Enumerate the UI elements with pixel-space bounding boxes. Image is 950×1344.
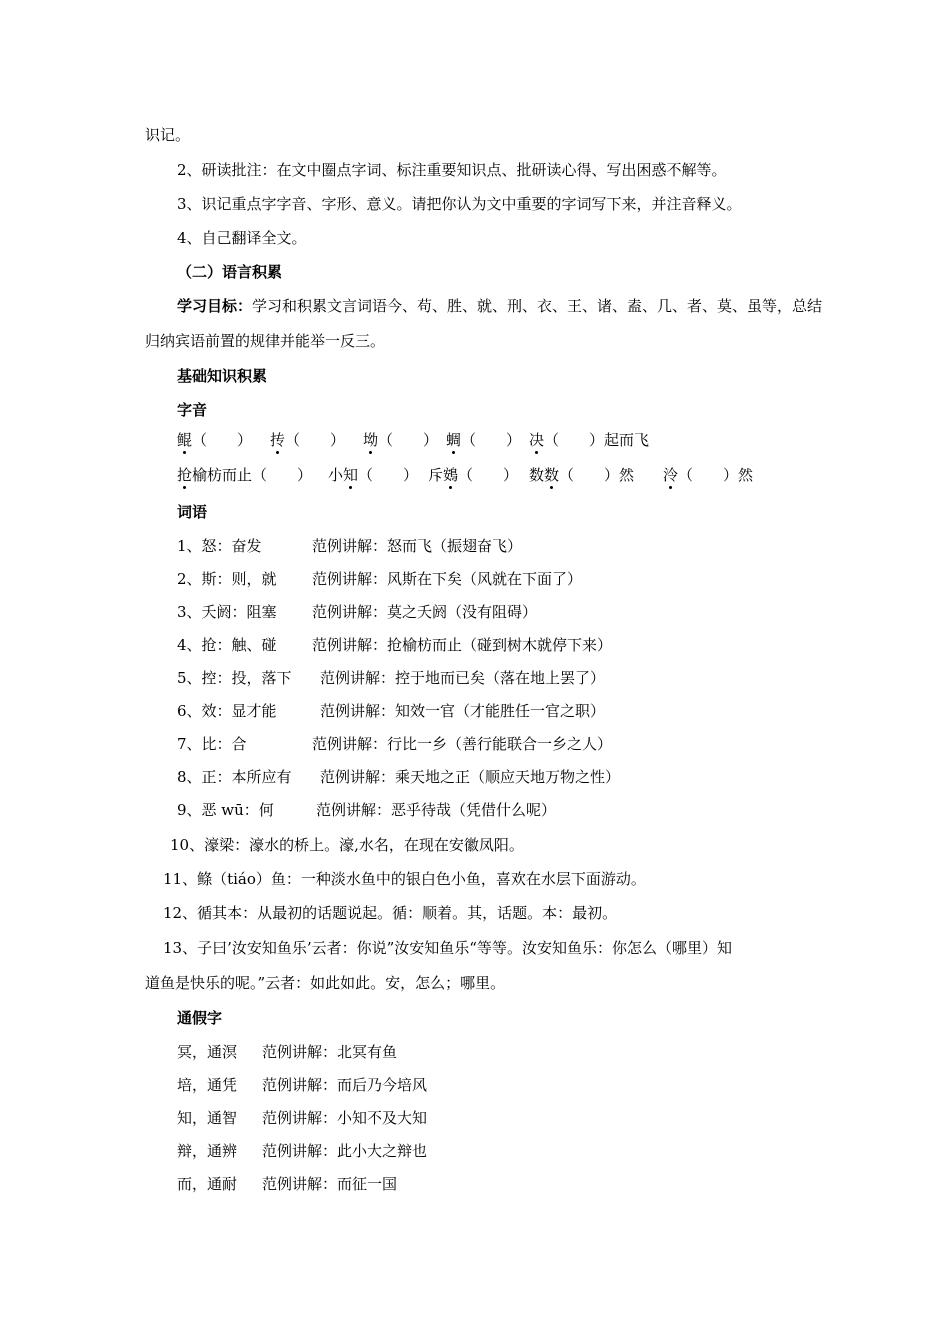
pron-item: 泠（ ）然 [663,466,754,484]
basics-title: 基础知识积累 [177,367,268,385]
pron-item: 决（ ）起而飞 [529,431,650,449]
pron-item: 抟（ ） [270,431,346,449]
vocab-example: 范例讲解：控于地而已矣（落在地上罢了） [320,669,606,687]
tongjia-title: 通假字 [177,1009,223,1027]
vocab-example: 范例讲解：行比一乡（善行能联合一乡之人） [312,735,613,753]
tongjia-item: 知，通智 [177,1109,238,1127]
vocab-item: 7、比：合 [177,735,247,753]
pron-item: 蜩（ ） [446,431,522,449]
vocab-example: 范例讲解：莫之夭阏（没有阻碍） [312,603,538,621]
vocab-example: 范例讲解：乘天地之正（顺应天地万物之性） [320,768,621,786]
vocab-note-13-line-2: 道鱼是快乐的呢。”云者：如此如此。安，怎么；哪里。 [145,974,506,992]
pron-item: 鲲（ ） [177,431,253,449]
vocab-item: 5、控：投，落下 [177,669,292,687]
pronunciation-row-2 [177,465,777,491]
tongjia-item: 冥，通溟 [177,1043,238,1061]
text-fragment: 识记。 [145,126,191,144]
vocab-note-11: 11、鲦（tiáo）鱼：一种淡水鱼中的银白色小鱼，喜欢在水层下面游动。 [163,870,646,888]
vocab-item: 1、怒：奋发 [177,537,262,555]
tongjia-example: 范例讲解：北冥有鱼 [262,1043,398,1061]
tongjia-example: 范例讲解：而后乃今培风 [262,1076,428,1094]
vocab-example: 范例讲解：抢榆枋而止（碰到树木就停下来） [312,636,613,654]
vocab-item: 4、抢：触、碰 [177,636,277,654]
pron-item: 斥鴳（ ） [428,466,519,484]
tongjia-example: 范例讲解：此小大之辩也 [262,1142,428,1160]
pron-item: 抢榆枋而止（ ） [177,466,313,484]
vocab-title: 词语 [177,503,208,521]
pron-item: 坳（ ） [363,431,439,449]
vocab-note-12: 12、循其本：从最初的话题说起。循：顺着。其，话题。本：最初。 [163,904,618,922]
tongjia-item: 辩，通辨 [177,1142,238,1160]
objective-line-2: 归纳宾语前置的规律并能举一反三。 [145,332,386,350]
pron-item: 数数（ ）然 [529,466,635,484]
step-4: 4、自己翻译全文。 [177,229,307,247]
vocab-example: 范例讲解：恶乎待哉（凭借什么呢） [316,801,557,819]
objective-text: 学习和积累文言词语今、苟、胜、就、刑、衣、王、诸、盍、几、者、莫、虽等，总结 [252,297,823,315]
vocab-item: 9、恶 wū：何 [177,801,274,819]
vocab-item: 2、斯：则，就 [177,570,277,588]
pronunciation-title: 字音 [177,401,208,419]
vocab-note-13-line-1: 13、子曰’汝安知鱼乐’云者：你说”汝安知鱼乐“等等。汝安知鱼乐：你怎么（哪里）知 [163,939,732,957]
vocab-item: 3、夭阏：阻塞 [177,603,277,621]
pron-item: 小知（ ） [328,466,419,484]
section-title: （二）语言积累 [177,263,283,281]
pronunciation-row-1 [177,430,777,456]
vocab-item: 6、效：显才能 [177,702,277,720]
objective-label: 学习目标： [177,297,253,315]
vocab-note-10: 10、濠梁：濠水的桥上。濠,水名，在现在安徽凤阳。 [170,836,524,854]
objective-line-1 [177,296,822,316]
tongjia-example: 范例讲解：小知不及大知 [262,1109,428,1127]
vocab-example: 范例讲解：怒而飞（振翅奋飞） [312,537,523,555]
vocab-item: 8、正：本所应有 [177,768,292,786]
vocab-example: 范例讲解：风斯在下矣（风就在下面了） [312,570,583,588]
step-3: 3、识记重点字字音、字形、意义。请把你认为文中重要的字词写下来，并注音释义。 [177,195,742,213]
step-2: 2、研读批注：在文中圈点字词、标注重要知识点、批研读心得、写出困惑不解等。 [177,161,727,179]
tongjia-item: 培，通凭 [177,1076,238,1094]
vocab-example: 范例讲解：知效一官（才能胜任一官之职） [320,702,606,720]
tongjia-example: 范例讲解：而征一国 [262,1175,398,1193]
tongjia-item: 而，通耐 [177,1175,238,1193]
